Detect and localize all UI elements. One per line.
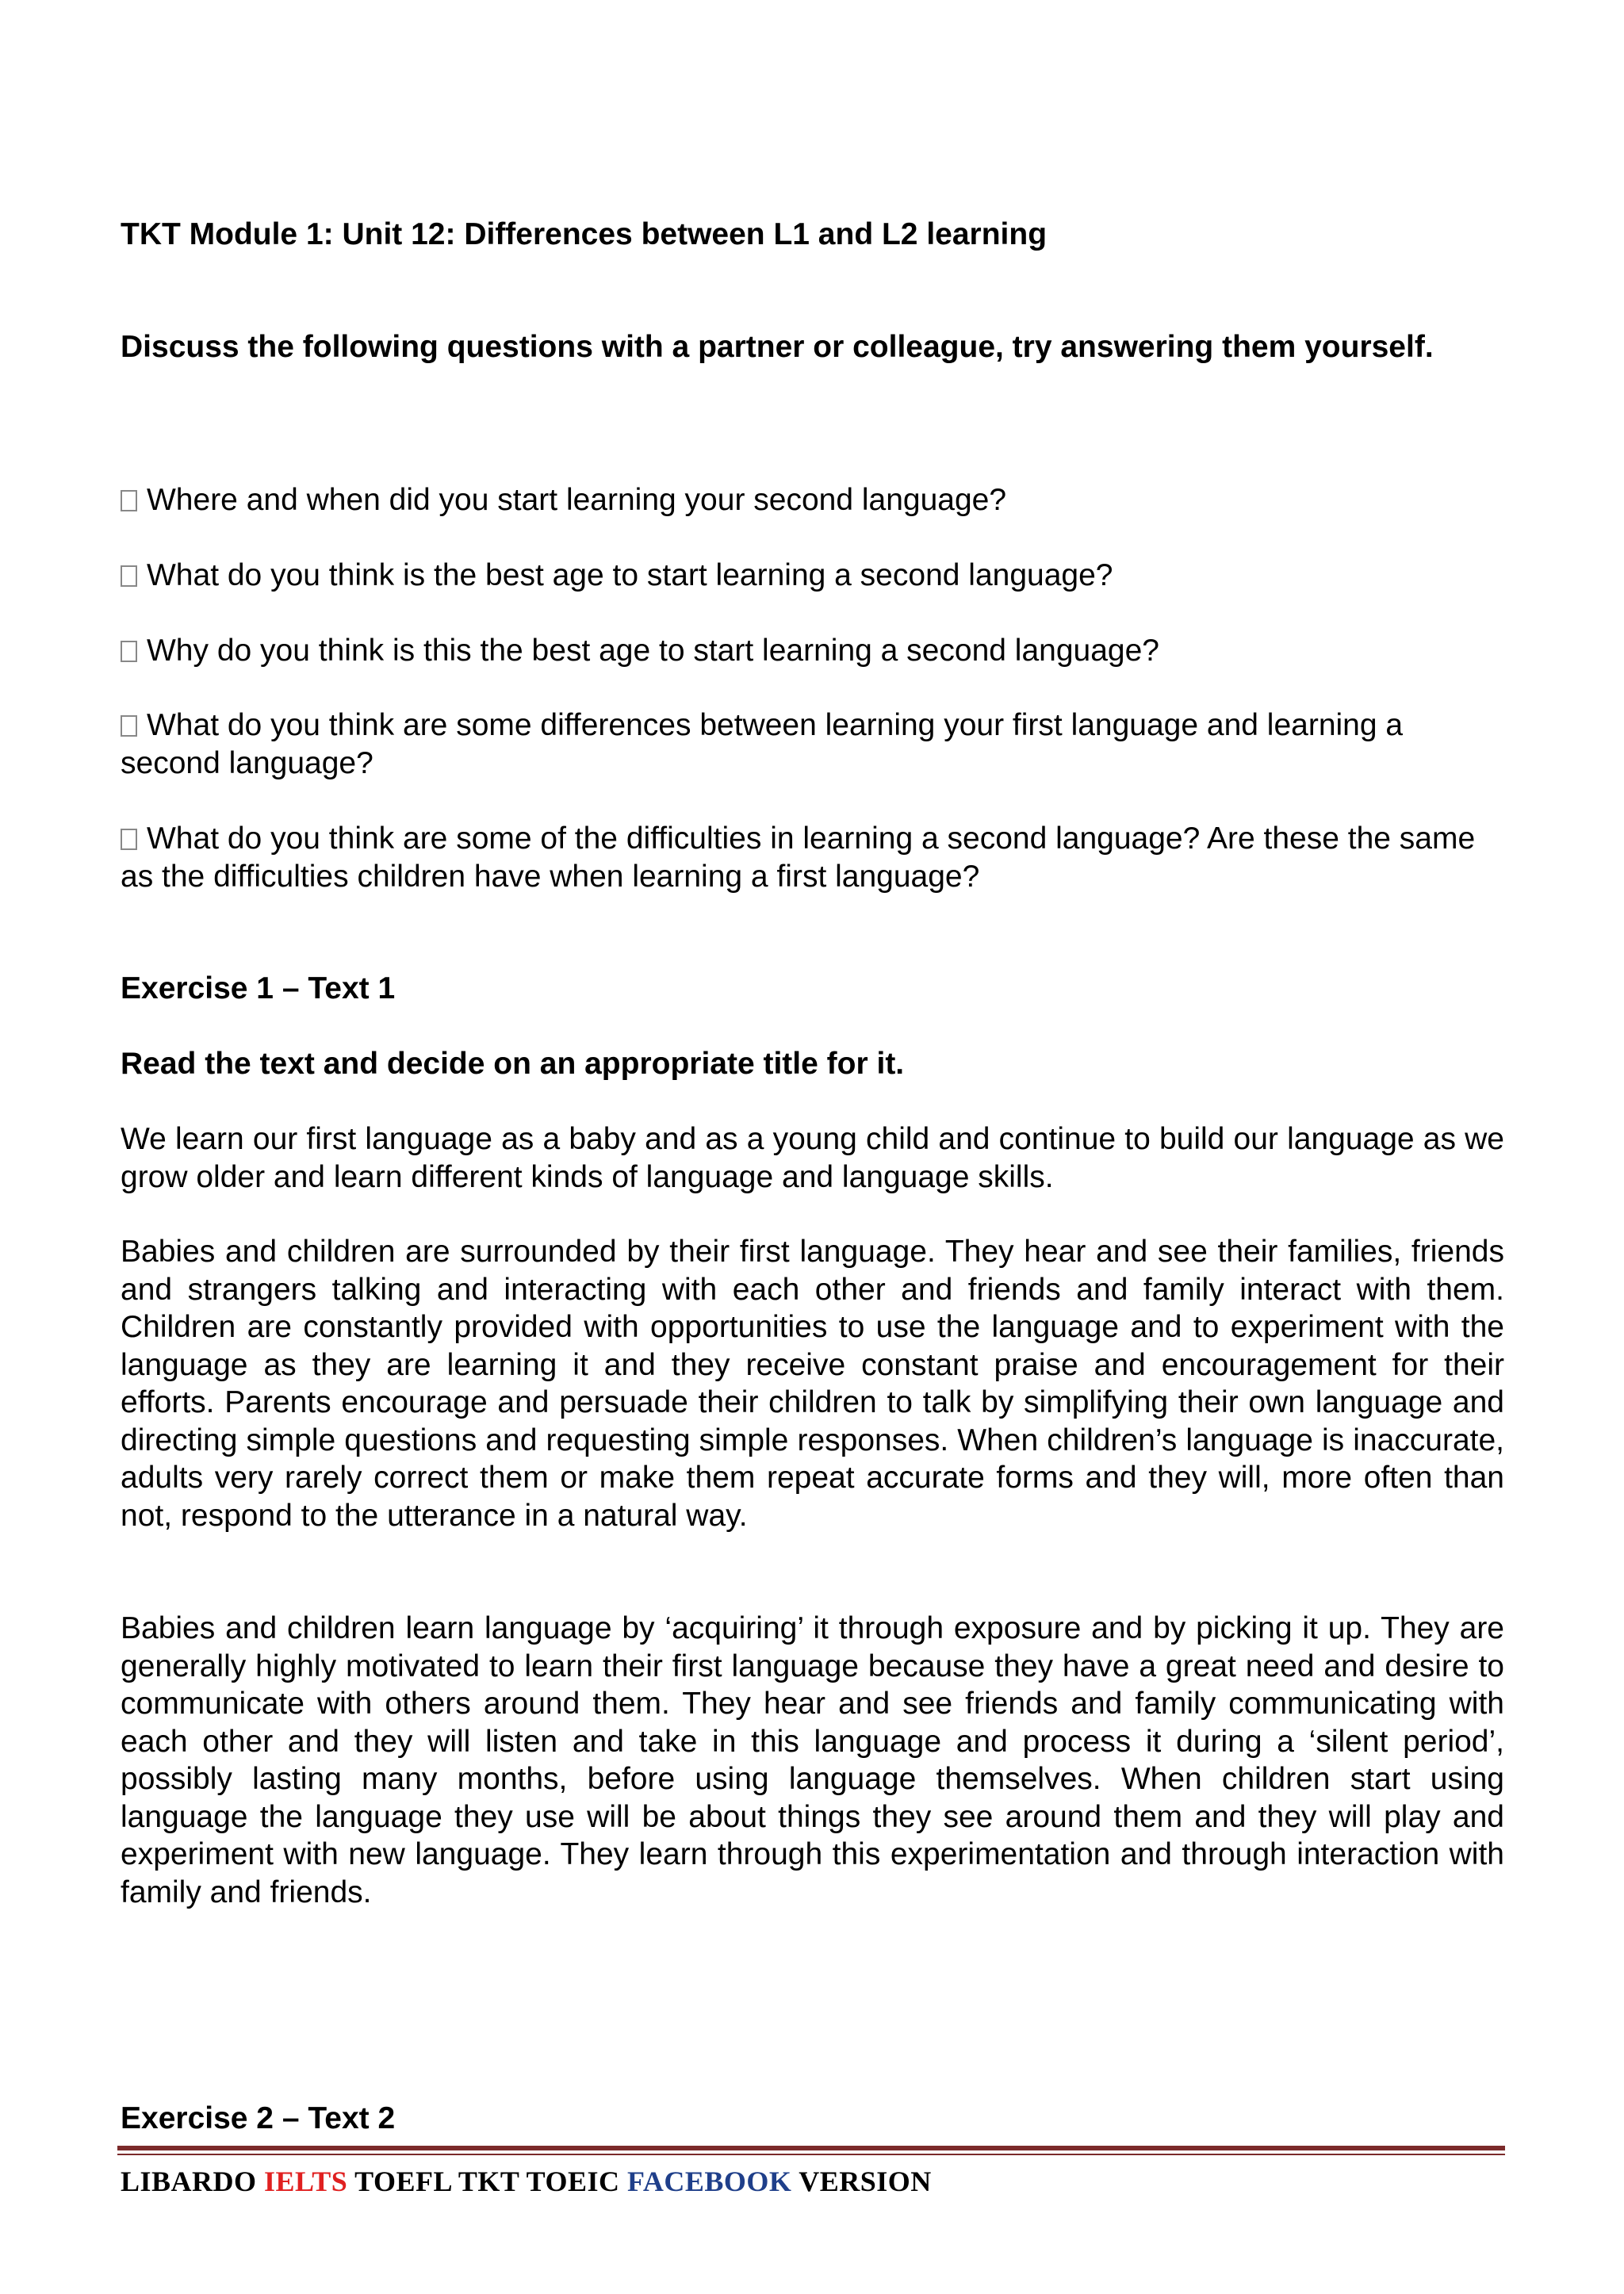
exercise-2-heading: Exercise 2 – Text 2 xyxy=(121,2101,396,2135)
footer-ielts: IELTS xyxy=(264,2166,348,2197)
exercise-1-heading: Exercise 1 – Text 1 xyxy=(121,971,396,1005)
text-paragraph: Babies and children learn language by ‘acquiring’ it through exposure and by picking it up. They are generally highly motivated to learn their first language because they have a great need and desire to communicate with others around them. They hear and see friends and family communicating with each other and they will listen and take in this language and process it during a ‘silent period’, possibly lasting many months, before using language themselves. When children start using language the language they use will be about things they see around them and they will play and experiment with new language. They learn through this experimentation and through interaction with family and friends. xyxy=(121,1611,1504,1909)
footer-banner xyxy=(121,2163,932,2200)
checkbox-bullet-icon xyxy=(121,715,137,737)
discussion-question xyxy=(121,707,1504,783)
checkbox-bullet-icon xyxy=(121,641,137,662)
checkbox-bullet-icon xyxy=(121,490,137,511)
discussion-question xyxy=(121,632,1504,670)
footer-text: VERSION xyxy=(791,2166,932,2197)
question-text: Where and when did you start learning your second language? xyxy=(147,483,1007,517)
discussion-question xyxy=(121,557,1504,595)
checkbox-bullet-icon xyxy=(121,829,137,850)
footer-text: TOEFL TKT TOEIC xyxy=(347,2166,627,2197)
footer-divider-thin xyxy=(117,2154,1505,2155)
text-paragraph: We learn our first language as a baby and as a young child and continue to build our language as we grow older and learn different kinds of language and language skills. xyxy=(121,1122,1504,1194)
discussion-question xyxy=(121,820,1504,896)
page-title: TKT Module 1: Unit 12: Differences between L1 and L2 learning xyxy=(121,217,1048,251)
question-text: What do you think is the best age to start learning a second language? xyxy=(147,558,1113,592)
discussion-instruction: Discuss the following questions with a partner or colleague, try answering them yourself. xyxy=(121,330,1434,364)
checkbox-bullet-icon xyxy=(121,565,137,587)
footer-facebook: FACEBOOK xyxy=(627,2166,792,2197)
question-text: Why do you think is this the best age to start learning a second language? xyxy=(147,634,1159,668)
footer-text: LIBARDO xyxy=(121,2166,265,2197)
question-text: What do you think are some differences between learning your first language and learning a second language? xyxy=(121,708,1404,780)
exercise-1-instruction: Read the text and decide on an appropriate title for it. xyxy=(121,1047,905,1081)
footer-divider xyxy=(117,2146,1505,2150)
discussion-question xyxy=(121,481,1504,519)
text-paragraph: Babies and children are surrounded by their first language. They hear and see their families, friends and strangers talking and interacting with each other and friends and family interact with them. Children are constantly provided with opportunities to use the language and to experiment with the language as they are learning it and they receive constant praise and encouragement for their efforts. Parents encourage and persuade their children to talk by simplifying their own language and directing simple questions and requesting simple responses. When children’s language is inaccurate, adults very rarely correct them or make them repeat accurate forms and they will, more often than not, respond to the utterance in a natural way. xyxy=(121,1235,1504,1533)
question-text: What do you think are some of the difficulties in learning a second language? Are these the same as the difficulties children have when learning a first language? xyxy=(121,821,1476,894)
